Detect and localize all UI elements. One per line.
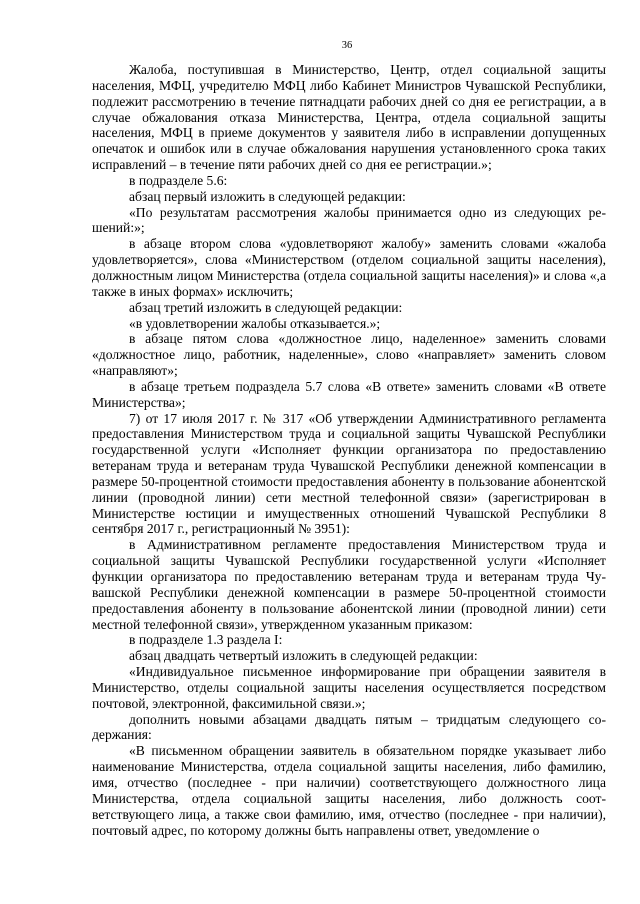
- paragraph: в абзаце втором слова «удовлетворяют жалобу» заменить словами «жалоба удовлетворяется», слова «Министерством (отделом социальной защиты населения), должностным лицом Министерства (отдела социальной защиты населения)» и слова «,а также в иных формах» исключить;: [92, 236, 606, 299]
- paragraph: абзац первый изложить в следующей редакции:: [129, 188, 406, 204]
- paragraph: в подразделе 1.3 раздела I:: [129, 632, 283, 648]
- paragraph: «Индивидуальное письменное информирование при обращении заявителя в Министерство, отделы социальной защиты населения осуществляется посредством почтовой, электронной, факсимильной связи.»;: [92, 664, 606, 711]
- page-number: 36: [341, 40, 353, 51]
- paragraph: в абзаце третьем подраздела 5.7 слова «В ответе» заменить словами «В ответе Министерства»;: [92, 378, 606, 410]
- paragraph: абзац двадцать четвертый изложить в следующей редакции:: [129, 648, 478, 664]
- paragraph: в Административном регламенте предоставления Министерством труда и социальной защиты Чувашской Республики государственной услуги «Исполняет функции организатора по предоставлению ветеранам труда и ветеранам труда Чувашской Республики денежной компенсации в размере 50-процентной стоимости предоставления абоненту в пользование абонентской линии (проводной линии) сети местной телефонной связи», утвержденном указанным приказом:: [92, 537, 606, 632]
- paragraph: «в удовлетворении жалобы отказывается.»;: [129, 315, 381, 331]
- paragraph: в подразделе 5.6:: [129, 172, 228, 188]
- paragraph: абзац третий изложить в следующей редакции:: [129, 299, 403, 315]
- paragraph: «В письменном обращении заявитель в обязательном порядке указывает либо наименование Министерства, отдела социальной защиты населения, либо фамилию, имя, отчество (последнее - при наличии) соответствующего должностного лица Министерства, отдела социальной защиты населения, либо должность соответствующего лица, а также свои фамилию, имя, отчество (последнее - при наличии), почтовый адрес, по которому должны быть направлены ответ, уведомление о: [92, 743, 606, 838]
- document-body: [92, 62, 606, 838]
- paragraph: в абзаце пятом слова «должностное лицо, наделенное» заменить словами «должностное лицо, работник, наделенные», слово «направляет» заменить словом «направляют»;: [92, 331, 606, 379]
- paragraph: Жалоба, поступившая в Министерство, Центр, отдел социальной защиты населения, МФЦ, учредителю МФЦ либо Кабинет Министров Чувашской Республики, подлежит рассмотрению в течение пятнадцати рабочих дней со дня ее регистрации, а в случае обжалования отказа Министерства, Центра, отдела социальной защиты населения, МФЦ в приеме документов у заявителя либо в исправлении допущенных опечаток и ошибок или в случае обжалования нарушения установленного срока таких исправлений – в течение пяти рабочих дней со дня ее регистрации.»;: [92, 62, 606, 173]
- paragraph: 7) от 17 июля 2017 г. № 317 «Об утверждении Административного регламента предоставления Министерством труда и социальной защиты Чувашской Республики государственной услуги «Исполняет функции организатора по предоставлению ветеранам труда и ветеранам труда Чувашской Республики денежной компенсации в размере 50-процентной стоимости предоставления абоненту в пользование абонентской линии (проводной линии) сети местной телефонной связи» (зарегистрирован в Министерстве юстиции и имущественных отношений Чувашской Республики 8 сентября 2017 г., регистрационный № 3951):: [92, 410, 606, 537]
- paragraph: «По результатам рассмотрения жалобы принимается одно из следующих решений:»;: [92, 204, 606, 236]
- paragraph: дополнить новыми абзацами двадцать пятым – тридцатым следующего содержания:: [92, 711, 606, 743]
